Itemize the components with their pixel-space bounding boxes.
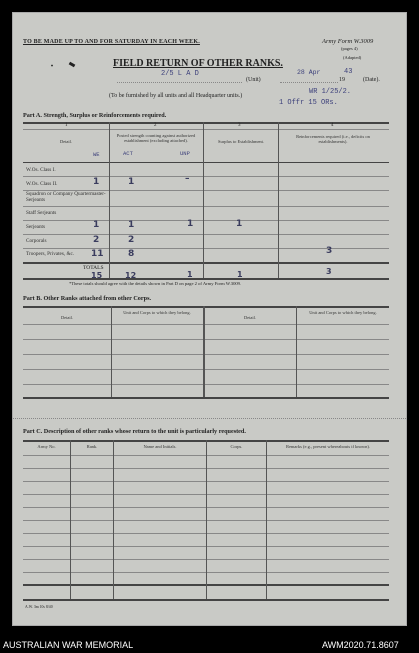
col-number-3: 3: [238, 123, 241, 128]
row-label: W.Os. Class I.: [26, 167, 56, 173]
cell-unp: 1: [187, 219, 194, 229]
adapted-note: (Adapted): [343, 55, 362, 60]
cell-we: 2: [93, 235, 100, 245]
reference-number: WR 1/25/2.: [309, 88, 352, 96]
part-a-footnote: *These totals should agree with the details shown in Part D on page 2 of Army Form W.3009.: [69, 281, 242, 286]
cell-act: 8: [128, 249, 135, 259]
row-label: Serjeants: [26, 224, 46, 230]
furnished-note: (To be furnished by all units and all Headquarter units.): [109, 93, 243, 99]
archive-name: AUSTRALIAN WAR MEMORIAL: [3, 640, 134, 650]
sub-header-we: WE: [93, 151, 100, 158]
unit-value: 2/5 L A D: [161, 70, 199, 78]
row-label: Troopers, Privates, &c.: [26, 251, 75, 257]
total-surplus: 1: [237, 270, 243, 279]
archive-id: AWM2020.71.8607: [322, 640, 399, 650]
date-year-label: 19: [339, 77, 345, 83]
col-header-reinforcements: Reinforcements required (i.e., deficits on establishments).: [296, 134, 370, 145]
col-number-4: 4: [331, 123, 334, 128]
cell-act: 1: [128, 177, 135, 187]
cell-we: 1: [93, 220, 100, 230]
part-b-header-unit: Unit and Corps to which they belong.: [123, 310, 191, 315]
col-header-detail: Detail.: [59, 139, 73, 144]
date-label: (Date).: [363, 77, 380, 83]
part-b-header-unit: Unit and Corps to which they belong.: [309, 310, 377, 315]
print-code: A.W. 3m 10s 8/40: [25, 605, 53, 609]
cell-unp: –: [185, 174, 190, 184]
part-b-header-detail: Detail.: [243, 315, 257, 320]
row-label: Squadron or Company Quartermaster-Serjeants: [26, 191, 106, 203]
sub-header-act: ACT: [123, 150, 133, 157]
part-a-title: Part A. Strength, Surplus or Reinforcements required.: [23, 112, 167, 119]
cell-surplus: 1: [236, 219, 243, 229]
part-b-header-detail: Detail.: [60, 315, 74, 320]
cell-reinforcements: 3: [326, 246, 333, 256]
total-unp: 1: [187, 270, 193, 279]
col-number-1: 1: [65, 123, 68, 128]
date-day-value: 28 Apr: [297, 69, 321, 76]
cell-we: 1: [93, 177, 100, 187]
ink-mark: [69, 62, 76, 68]
form-name: Army Form W.3009: [322, 38, 374, 45]
part-c-header-corps: Corps.: [230, 444, 243, 449]
cell-we: 11: [91, 249, 104, 259]
top-instruction: TO BE MADE UP TO AND FOR SATURDAY IN EACH WEEK.: [23, 39, 200, 45]
part-b-title: Part B. Other Ranks attached from other Corps.: [23, 295, 152, 302]
cell-act: 2: [128, 235, 135, 245]
part-c-header-rank: Rank.: [86, 444, 98, 449]
total-reinforcements: 3: [326, 267, 332, 276]
form-title: FIELD RETURN OF OTHER RANKS.: [113, 58, 283, 69]
row-label: Corporals: [26, 238, 47, 244]
unit-label: (Unit): [246, 77, 261, 83]
sub-header-unp: UNP: [180, 150, 190, 157]
part-c-header-army-no: Army No.: [37, 444, 56, 449]
total-act: 12: [125, 271, 137, 280]
row-label: Staff Serjeants: [26, 210, 57, 216]
row-label: W.Os. Class II.: [26, 181, 58, 187]
col-number-2: 2: [154, 123, 157, 128]
officer-count: 1 Offr 15 ORs.: [279, 99, 338, 107]
form-pages: (pages 4): [341, 46, 358, 51]
form-sheet: [12, 12, 407, 626]
cell-act: 1: [128, 220, 135, 230]
col-header-surplus: Surplus to Establishment.: [217, 139, 265, 144]
totals-label: TOTALS: [83, 265, 104, 271]
archive-footer: [0, 631, 419, 653]
part-c-header-remarks: Remarks (e.g., present whereabouts if known).: [285, 444, 371, 449]
col-header-posted: Posted strength counting against authorized establishment (excluding attached).: [116, 133, 196, 144]
part-c-title: Part C. Description of other ranks whose return to the unit is particularly requested.: [23, 428, 246, 435]
pin-hole-mark: ⦁: [51, 63, 53, 68]
date-year-value: 43: [344, 68, 353, 76]
part-c-header-name: Name and Initials.: [143, 444, 177, 449]
total-we: 15: [91, 271, 103, 280]
